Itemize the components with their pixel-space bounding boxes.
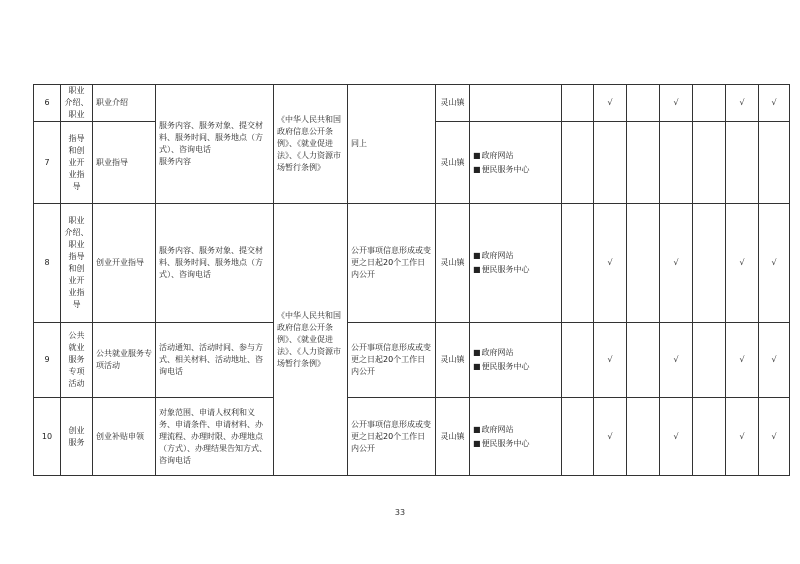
channel-item: ■ 政府网站 <box>473 150 558 162</box>
empty-cell <box>693 204 726 323</box>
empty-cell <box>693 398 726 476</box>
subject-cell: 灵山镇 <box>436 85 470 122</box>
row-number: 6 <box>34 85 61 122</box>
empty-cell <box>562 398 594 476</box>
empty-cell <box>726 122 759 204</box>
time-limit-cell: 同上 <box>348 85 436 204</box>
row-number: 7 <box>34 122 61 204</box>
check-mark: √ <box>726 398 759 476</box>
item-cell: 职业指导 <box>93 122 156 204</box>
subject-cell: 灵山镇 <box>436 323 470 398</box>
check-mark: √ <box>594 323 627 398</box>
table-row <box>34 323 790 398</box>
category-cell: 公共 就业 服务 专项 活动 <box>61 323 93 398</box>
empty-cell <box>627 323 660 398</box>
check-mark: √ <box>726 323 759 398</box>
check-mark: √ <box>660 85 693 122</box>
basis-cell: 《中华人民共和国政府信息公开条例》、《就业促进法》、《人力资源市场暂行条例》 <box>274 85 348 204</box>
check-mark: √ <box>759 398 790 476</box>
category-cell: 职业 介绍、 职业 指导 和创 业开 业指 导 <box>61 204 93 323</box>
row-number: 8 <box>34 204 61 323</box>
empty-cell <box>693 122 726 204</box>
empty-cell <box>562 204 594 323</box>
check-mark: √ <box>759 85 790 122</box>
content-cell: 活动通知、活动时间、参与方式、相关材料、活动地址、咨询电话 <box>156 323 274 398</box>
empty-cell <box>759 122 790 204</box>
channel-cell <box>470 204 562 323</box>
row-number: 10 <box>34 398 61 476</box>
item-cell: 创业补贴申领 <box>93 398 156 476</box>
channel-item: ■ 政府网站 <box>473 250 558 262</box>
disclosure-table <box>33 84 790 476</box>
empty-cell <box>594 122 627 204</box>
row-number: 9 <box>34 323 61 398</box>
category-cell: 职业 介绍、 职业 <box>61 85 93 122</box>
channel-item: ■ 便民服务中心 <box>473 361 558 373</box>
empty-cell <box>562 323 594 398</box>
page-number: 33 <box>394 508 406 517</box>
empty-cell <box>627 398 660 476</box>
channel-item: ■ 便民服务中心 <box>473 264 558 276</box>
check-mark: √ <box>594 398 627 476</box>
empty-cell <box>627 204 660 323</box>
check-mark: √ <box>726 204 759 323</box>
channel-cell <box>470 323 562 398</box>
subject-cell: 灵山镇 <box>436 122 470 204</box>
channel-item: ■ 便民服务中心 <box>473 438 558 450</box>
channel-cell <box>470 122 562 204</box>
time-limit-cell: 公开事项信息形成或变更之日起20个工作日内公开 <box>348 323 436 398</box>
check-mark: √ <box>660 398 693 476</box>
table-row <box>34 85 790 122</box>
empty-cell <box>693 323 726 398</box>
item-cell: 职业介绍 <box>93 85 156 122</box>
channel-item: ■ 便民服务中心 <box>473 164 558 176</box>
time-limit-cell: 公开事项信息形成或变更之日起20个工作日内公开 <box>348 398 436 476</box>
subject-cell: 灵山镇 <box>436 398 470 476</box>
check-mark: √ <box>594 204 627 323</box>
empty-cell <box>627 85 660 122</box>
empty-cell <box>562 85 594 122</box>
subject-cell: 灵山镇 <box>436 204 470 323</box>
empty-cell <box>627 122 660 204</box>
content-cell: 对象范围、申请人权利和义务、申请条件、申请材料、办理流程、办理时限、办理地点（方式）、办理结果告知方式、咨询电话 <box>156 398 274 476</box>
check-mark: √ <box>726 85 759 122</box>
table-row <box>34 398 790 476</box>
channel-item: ■ 政府网站 <box>473 424 558 436</box>
empty-cell <box>660 122 693 204</box>
check-mark: √ <box>660 204 693 323</box>
empty-cell <box>693 85 726 122</box>
time-limit-cell: 公开事项信息形成或变更之日起20个工作日内公开 <box>348 204 436 323</box>
table-row <box>34 204 790 323</box>
channel-cell <box>470 398 562 476</box>
item-cell: 公共就业服务专项活动 <box>93 323 156 398</box>
check-mark: √ <box>594 85 627 122</box>
empty-cell <box>562 122 594 204</box>
basis-cell: 《中华人民共和国政府信息公开条例》、《就业促进法》、《人力资源市场暂行条例》 <box>274 204 348 476</box>
channel-item: ■ 政府网站 <box>473 347 558 359</box>
check-mark: √ <box>759 204 790 323</box>
item-cell: 创业开业指导 <box>93 204 156 323</box>
content-cell: 服务内容、服务对象、提交材料、服务时间、服务地点（方式）、咨询电话 <box>156 204 274 323</box>
category-cell: 创业 服务 <box>61 398 93 476</box>
content-cell: 服务内容、服务对象、提交材料、服务时间、服务地点（方式）、咨询电话 服务内容 <box>156 85 274 204</box>
channel-cell <box>470 85 562 122</box>
category-cell: 指导 和创 业开 业指 导 <box>61 122 93 204</box>
check-mark: √ <box>660 323 693 398</box>
check-mark: √ <box>759 323 790 398</box>
